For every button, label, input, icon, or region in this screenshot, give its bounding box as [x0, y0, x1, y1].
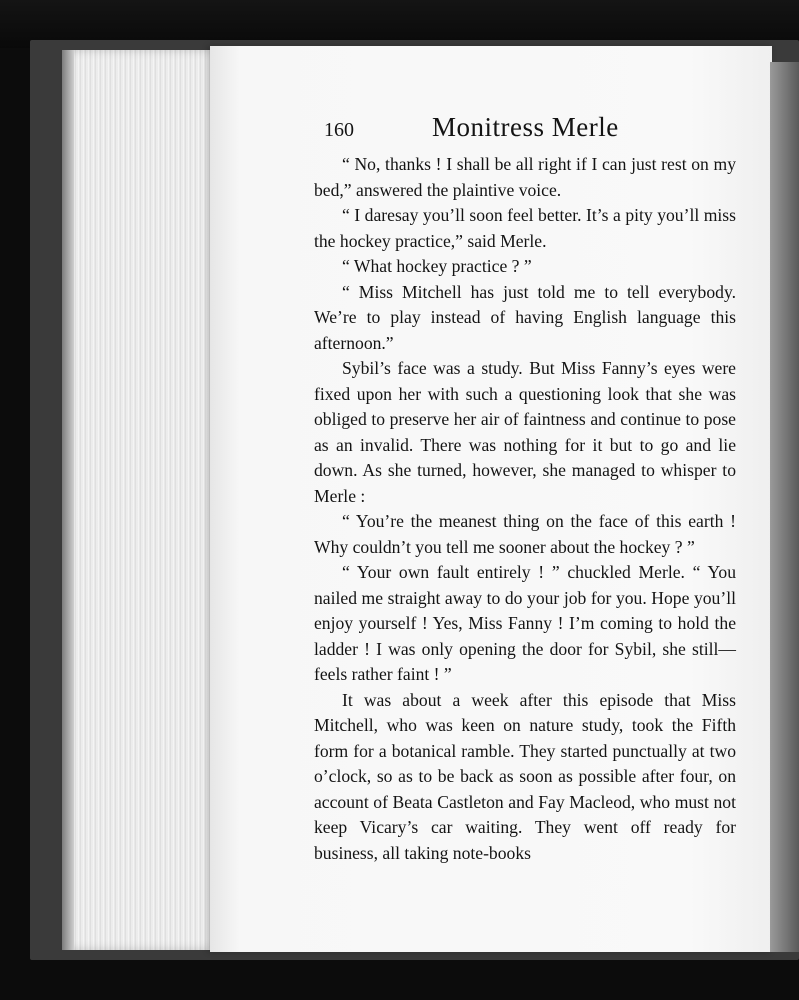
- paragraph: Sybil’s face was a study. But Miss Fanny’s eyes were fixed upon her with such a questioning look that she was obliged to preserve her air of faintness and continue to pose as an invalid. There was nothing for it but to go and lie down. As she turned, however, she managed to whisper to Merle :: [314, 358, 736, 506]
- paragraph: “ I daresay you’ll soon feel better. It’s a pity you’ll miss the hockey practice,” said Merle.: [314, 205, 736, 251]
- page-text-block: [314, 112, 736, 866]
- paragraph: “ What hockey practice ? ”: [342, 256, 532, 276]
- paragraph: “ Miss Mitchell has just told me to tell everybody. We’re to play instead of having English language this afternoon.”: [314, 281, 736, 353]
- page-number: 160: [324, 119, 354, 141]
- running-title: Monitress Merle: [432, 112, 619, 142]
- cover-right-edge: [770, 62, 799, 952]
- body-text: [314, 152, 736, 866]
- page-edges: [62, 50, 222, 950]
- paragraph: “ You’re the meanest thing on the face of this earth ! Why couldn’t you tell me sooner about the hockey ? ”: [314, 511, 736, 557]
- paragraph: “ Your own fault entirely ! ” chuckled Merle. “ You nailed me straight away to do your job for you. Hope you’ll enjoy yourself ! Yes, Miss Fanny ! I’m coming to hold the ladder ! I was only opening the door for Sybil, she still—feels rather faint ! ”: [314, 562, 736, 684]
- paragraph: It was about a week after this episode that Miss Mitchell, who was keen on nature study, took the Fifth form for a botanical ramble. They started punctually at two o’clock, so as to be back as soon as possible after four, on account of Beata Castleton and Fay Macleod, who must not keep Vicary’s car waiting. They went off ready for business, all taking note-books: [314, 689, 736, 863]
- paragraph: “ No, thanks ! I shall be all right if I can just rest on my bed,” answered the plaintive voice.: [314, 154, 736, 200]
- page-header: [314, 112, 736, 148]
